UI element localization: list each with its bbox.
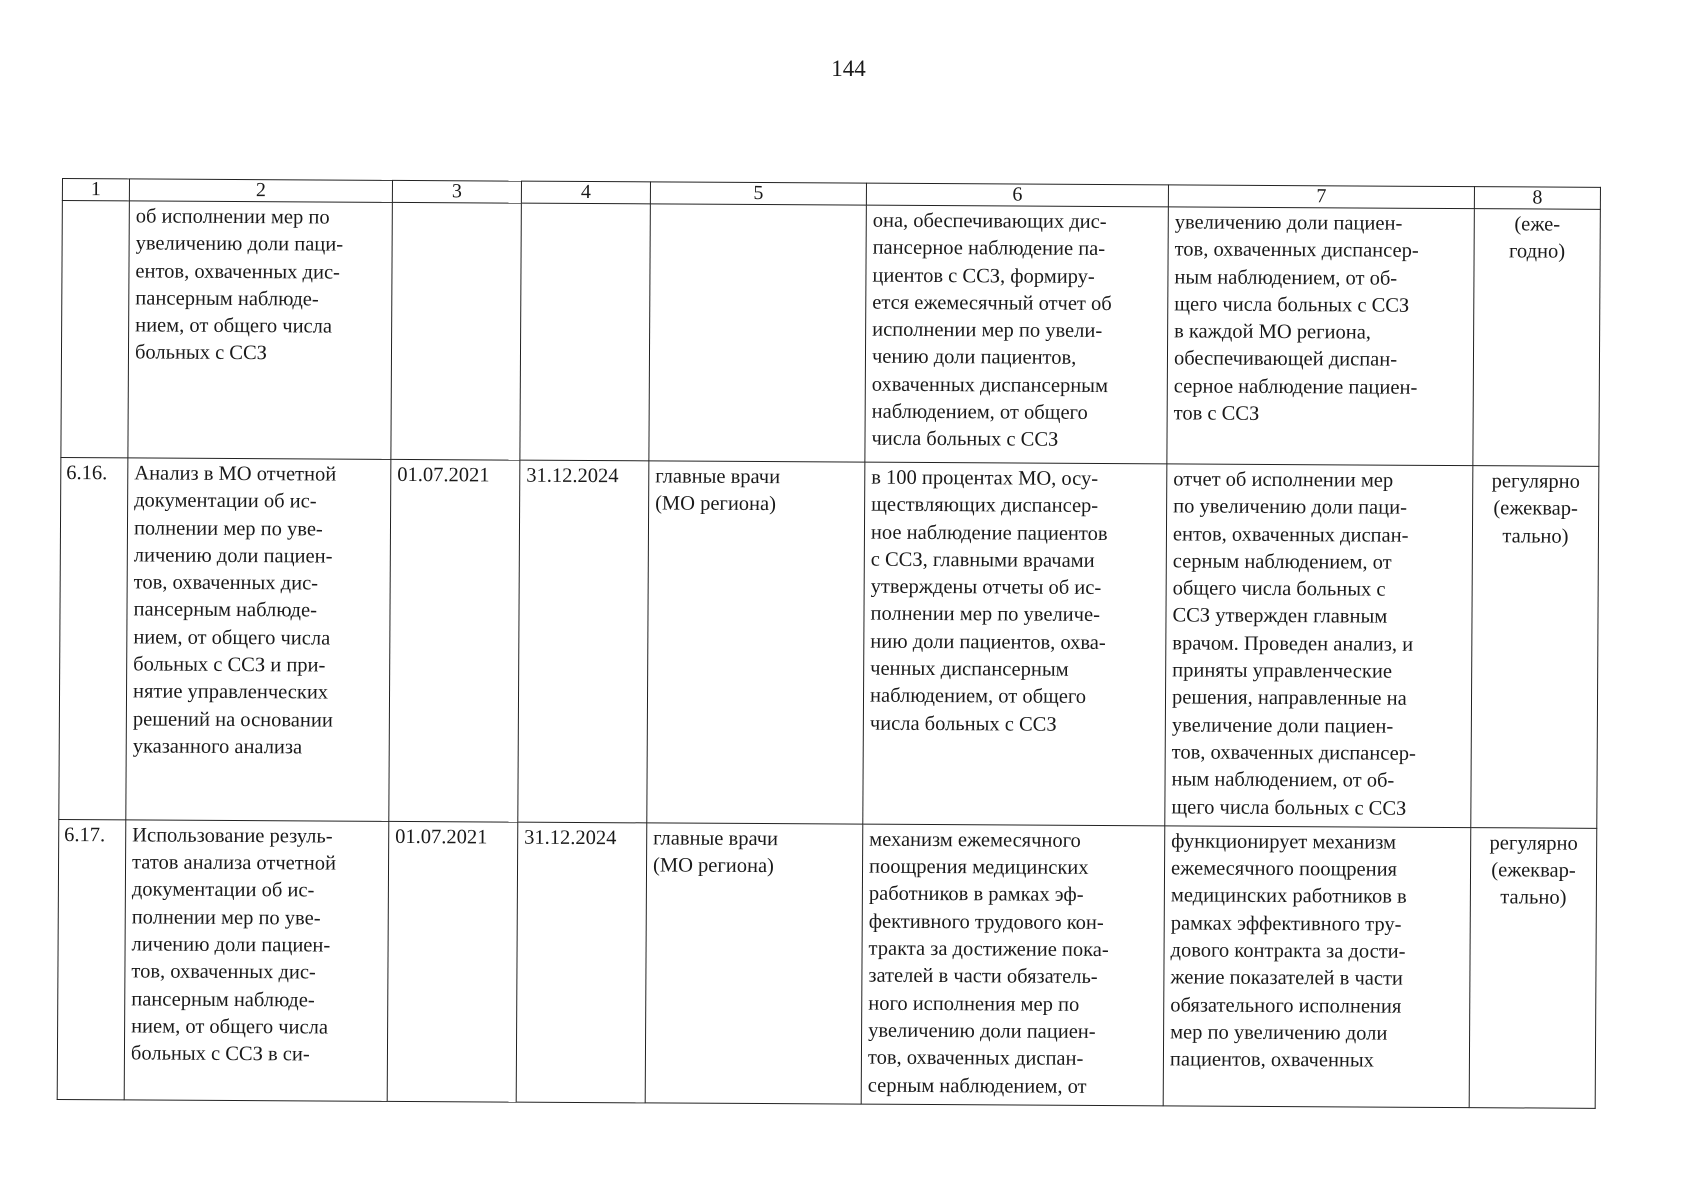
measure-name-cell: Анализ в МО отчетной документации об ис- полнении мер по уве- личению доли пациен- тов, охваченных дис- пансерным наблюде- нием, от общего числа больных с ССЗ и при- нятие управленческих решений на основании указанного анализа bbox=[126, 458, 391, 821]
result-indicator-cell: увеличению доли пациен- тов, охваченных диспансер- ным наблюдением, от об- щего числа больных с ССЗ в каждой МО региона, обеспечивающей диспан- серное наблюдение пациен- тов с ССЗ bbox=[1167, 207, 1474, 466]
responsible-cell: главные врачи (МО региона) bbox=[647, 461, 865, 824]
header-cell: 4 bbox=[521, 181, 650, 204]
page-number: 144 bbox=[831, 56, 866, 81]
end-date-cell: 31.12.2024 bbox=[518, 460, 649, 823]
header-cell: 1 bbox=[62, 179, 129, 201]
item-number-cell: 6.16. bbox=[59, 457, 128, 819]
header-cell: 7 bbox=[1168, 185, 1474, 209]
end-date-cell bbox=[520, 203, 650, 461]
start-date-cell bbox=[391, 202, 521, 460]
item-number-cell bbox=[61, 201, 129, 458]
result-indicator-cell: функционирует механизм ежемесячного поощрения медицинских работников в рамках эффективного тру- дового контракта за дости- жение показателей в части обязательного исполнения мер по увеличению доли пациентов, охваченных bbox=[1163, 826, 1471, 1108]
responsible-cell bbox=[649, 204, 866, 462]
measure-name-cell: Использование резуль- татов анализа отчетной документации об ис- полнении мер по уве- личению доли пациен- тов, охваченных дис- пансерным наблюде- нием, от общего числа больных с ССЗ в си- bbox=[124, 820, 389, 1101]
end-date-cell: 31.12.2024 bbox=[516, 822, 647, 1103]
start-date-cell: 01.07.2021 bbox=[387, 821, 518, 1102]
header-cell: 2 bbox=[129, 179, 392, 203]
result-indicator-cell: отчет об исполнении мер по увеличению доли паци- ентов, охваченных диспан- серным наблюдением, от общего числа больных с ССЗ утвержден главным врачом. Проведен анализ, и приняты управленческие решения, направленные на увеличение доли пациен- тов, охваченных диспансер- ным наблюдением, от об- щего числа больных с ССЗ bbox=[1165, 464, 1473, 828]
item-number-cell: 6.17. bbox=[57, 819, 126, 1099]
header-cell: 6 bbox=[866, 183, 1168, 207]
table-row bbox=[59, 457, 1599, 828]
header-cell: 3 bbox=[392, 180, 521, 203]
measure-name-cell: об исполнении мер по увеличению доли паци- ентов, охваченных дис- пансерным наблюде- нием, от общего числа больных с ССЗ bbox=[128, 201, 392, 460]
frequency-cell: (еже- годно) bbox=[1473, 209, 1600, 467]
result-description-cell: она, обеспечивающих дис- пансерное наблюдение па- циентов с ССЗ, формиру- ется ежемесячный отчет об исполнении мер по увели- чению доли пациентов, охваченных диспансерным наблюдением, от общего числа больных с ССЗ bbox=[865, 205, 1168, 464]
plan-table bbox=[57, 178, 1601, 1109]
header-cell: 8 bbox=[1474, 187, 1600, 210]
responsible-cell: главные врачи (МО региона) bbox=[645, 823, 863, 1104]
start-date-cell: 01.07.2021 bbox=[389, 459, 520, 822]
result-description-cell: в 100 процентах МО, осу- ществляющих диспансер- ное наблюдение пациентов с ССЗ, главными врачами утверждены отчеты об ис- полнении мер по увеличе- нию доли пациентов, охва- ченных диспансерным наблюдением, от общего числа больных с ССЗ bbox=[863, 462, 1167, 826]
frequency-cell: регулярно (ежеквар- тально) bbox=[1469, 827, 1597, 1108]
frequency-cell: регулярно (ежеквар- тально) bbox=[1471, 466, 1599, 829]
table-row bbox=[57, 819, 1597, 1108]
table-row bbox=[61, 201, 1600, 467]
header-cell: 5 bbox=[650, 182, 866, 205]
result-description-cell: механизм ежемесячного поощрения медицинских работников в рамках эф- фективного трудового кон- тракта за достижение пока- зателей в части обязатель- ного исполнения мер по увеличению доли пациен- тов, охваченных диспан- серным наблюдением, от bbox=[861, 824, 1165, 1106]
